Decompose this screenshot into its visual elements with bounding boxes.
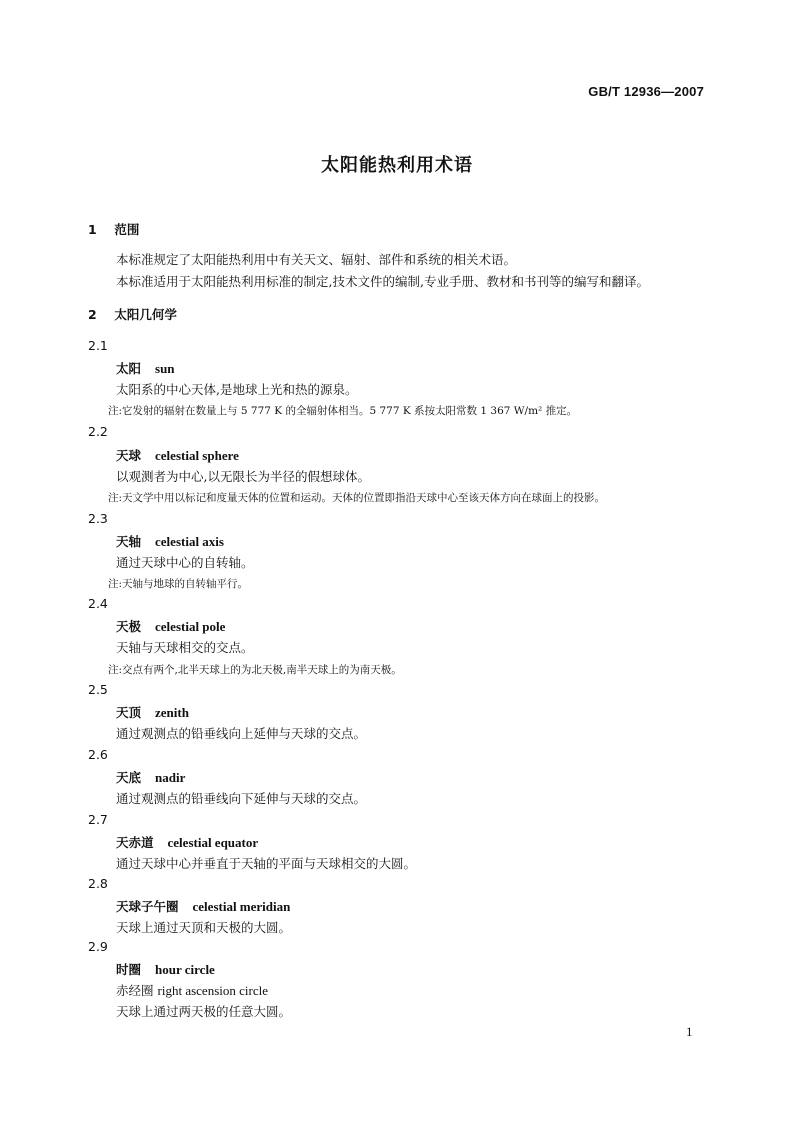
term-en: celestial sphere — [155, 448, 239, 463]
standard-code: GB/T 12936—2007 — [588, 84, 704, 99]
term-entry — [116, 703, 189, 721]
term-definition: 通过观测点的铅垂线向下延伸与天球的交点。 — [116, 791, 367, 806]
term-zh: 天顶 — [116, 705, 142, 720]
term-definition: 天球上通过两天极的任意大圆。 — [116, 1004, 292, 1019]
clause-number: 2.9 — [88, 939, 108, 954]
term-note: 注:它发射的辐射在数量上与 5 777 K 的全辐射体相当。5 777 K 系按太阳常数 1 367 W/m² 推定。 — [108, 405, 578, 417]
term-entry — [116, 897, 290, 915]
term-en: nadir — [155, 770, 186, 785]
term-zh: 天极 — [116, 619, 142, 634]
term-zh: 天球子午圈 — [116, 899, 179, 914]
term-en: celestial pole — [155, 619, 226, 634]
clause-number: 2.7 — [88, 812, 108, 827]
term-note: 注:交点有两个,北半天球上的为北天极,南半天球上的为南天极。 — [108, 664, 402, 676]
clause-number: 2.1 — [88, 338, 108, 353]
term-zh: 太阳 — [116, 361, 142, 376]
term-definition: 以观测者为中心,以无限长为半径的假想球体。 — [116, 469, 370, 484]
term-entry — [116, 960, 215, 978]
term-en: celestial meridian — [192, 899, 291, 914]
term-entry — [116, 446, 239, 464]
section-title: 太阳几何学 — [114, 307, 177, 322]
term-en: sun — [155, 361, 175, 376]
term-definition: 通过天球中心并垂直于天轴的平面与天球相交的大圆。 — [116, 856, 417, 871]
term-zh: 天底 — [116, 770, 142, 785]
term-synonym — [116, 981, 268, 999]
term-zh: 天赤道 — [116, 835, 154, 850]
term-en: celestial axis — [155, 534, 224, 549]
term-entry — [116, 617, 225, 635]
term-definition: 通过天球中心的自转轴。 — [116, 555, 254, 570]
term-definition: 天轴与天球相交的交点。 — [116, 640, 254, 655]
term-zh: 天球 — [116, 448, 142, 463]
document-title: 太阳能热利用术语 — [321, 155, 473, 176]
term-entry — [116, 768, 185, 786]
term-definition: 太阳系的中心天体,是地球上光和热的源泉。 — [116, 382, 358, 397]
page-number: 1 — [686, 1024, 693, 1039]
term-entry — [116, 359, 175, 377]
section-number: 1 — [88, 222, 97, 237]
term-note: 注:天轴与地球的自转轴平行。 — [108, 578, 249, 590]
clause-number: 2.6 — [88, 747, 108, 762]
term-en: celestial equator — [167, 835, 259, 850]
term-zh: 时圈 — [116, 962, 142, 977]
term-entry — [116, 833, 258, 851]
clause-number: 2.5 — [88, 682, 108, 697]
term-en: hour circle — [155, 962, 215, 977]
term-definition: 天球上通过天顶和天极的大圆。 — [116, 920, 292, 935]
section-heading-solar-geometry — [88, 305, 177, 323]
scope-paragraph: 本标准规定了太阳能热利用中有关天文、辐射、部件和系统的相关术语。 — [116, 252, 517, 267]
clause-number: 2.3 — [88, 511, 108, 526]
term-entry — [116, 532, 224, 550]
section-number: 2 — [88, 307, 97, 322]
scope-paragraph: 本标准适用于太阳能热利用标准的制定,技术文件的编制,专业手册、教材和书刊等的编写和翻译。 — [116, 274, 649, 289]
term-note: 注:天文学中用以标记和度量天体的位置和运动。天体的位置即指沿天球中心至该天体方向在球面上的投影。 — [108, 492, 606, 504]
section-heading-scope — [88, 220, 139, 238]
clause-number: 2.2 — [88, 424, 108, 439]
synonym-zh: 赤经圈 — [116, 983, 154, 998]
clause-number: 2.8 — [88, 876, 108, 891]
term-definition: 通过观测点的铅垂线向上延伸与天球的交点。 — [116, 726, 367, 741]
section-title: 范围 — [114, 222, 140, 237]
term-zh: 天轴 — [116, 534, 142, 549]
term-en: zenith — [155, 705, 189, 720]
synonym-en: right ascension circle — [157, 983, 268, 998]
clause-number: 2.4 — [88, 596, 108, 611]
